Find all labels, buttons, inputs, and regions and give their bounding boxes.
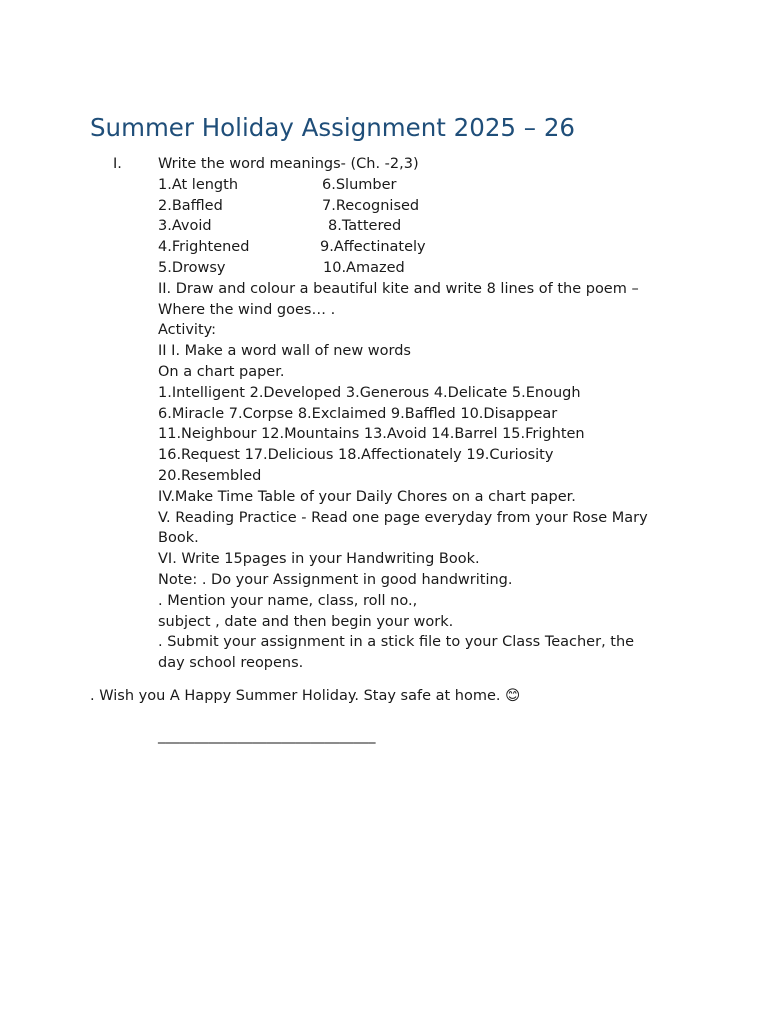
word-right: 10.Amazed xyxy=(323,259,405,276)
word-left: 5.Drowsy xyxy=(158,259,226,276)
activity-words: 16.Request 17.Delicious 18.Affectionately 19.Curiosity xyxy=(158,447,554,464)
activity-words: 11.Neighbour 12.Mountains 13.Avoid 14.Barrel 15.Frighten xyxy=(158,426,585,443)
word-left: 3.Avoid xyxy=(158,218,212,235)
page-title: Summer Holiday Assignment 2025 – 26 xyxy=(90,113,576,142)
activity-words: 6.Miracle 7.Corpse 8.Exclaimed 9.Baffled 10.Disappear xyxy=(158,405,558,422)
word-left: 4.Frightened xyxy=(158,239,250,256)
word-row xyxy=(158,258,718,279)
note-line: Note: . Do your Assignment in good handwriting. xyxy=(158,571,513,588)
section5-line: Book. xyxy=(158,530,199,547)
activity-line: II I. Make a word wall of new words xyxy=(158,343,411,360)
word-row xyxy=(158,237,718,258)
word-row xyxy=(158,196,718,217)
section5-line: V. Reading Practice - Read one page everyday from your Rose Mary xyxy=(158,509,648,526)
word-right: 7.Recognised xyxy=(322,197,420,214)
word-right: 9.Affectinately xyxy=(320,239,426,256)
word-row xyxy=(158,175,718,196)
section-number: I. xyxy=(113,156,122,172)
note-line: subject , date and then begin your work. xyxy=(158,613,454,630)
activity-words: 1.Intelligent 2.Developed 3.Generous 4.Delicate 5.Enough xyxy=(158,384,581,401)
word-left: 1.At length xyxy=(158,176,239,193)
section4-line: IV.Make Time Table of your Daily Chores on a chart paper. xyxy=(158,488,576,505)
assignment-body xyxy=(158,154,718,674)
closing-message: . Wish you A Happy Summer Holiday. Stay safe at home. 😊 xyxy=(90,688,521,704)
word-row xyxy=(158,216,718,237)
section2-line: II. Draw and colour a beautiful kite and write 8 lines of the poem – xyxy=(158,280,639,297)
activity-label: Activity: xyxy=(158,322,217,339)
note-line: day school reopens. xyxy=(158,655,304,672)
section2-line: Where the wind goes… . xyxy=(158,301,336,318)
signature-line: ______________________________ xyxy=(158,728,376,744)
section6-line: VI. Write 15pages in your Handwriting Book. xyxy=(158,551,480,568)
word-left: 2.Baffled xyxy=(158,197,223,214)
activity-words: 20.Resembled xyxy=(158,467,262,484)
activity-line: On a chart paper. xyxy=(158,363,285,380)
word-right: 6.Slumber xyxy=(322,176,397,193)
word-right: 8.Tattered xyxy=(328,218,402,235)
section1-heading: Write the word meanings- (Ch. -2,3) xyxy=(158,156,419,172)
note-line: . Mention your name, class, roll no., xyxy=(158,592,418,609)
note-line: . Submit your assignment in a stick file to your Class Teacher, the xyxy=(158,634,635,651)
